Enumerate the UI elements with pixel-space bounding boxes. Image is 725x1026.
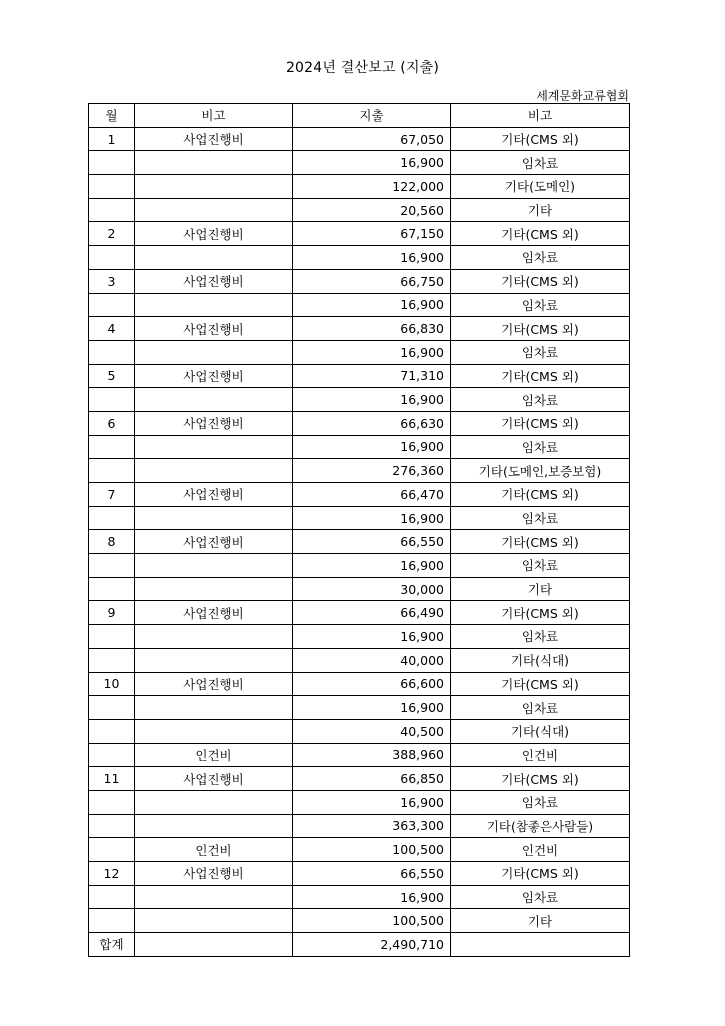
- table-header-row: [89, 104, 630, 128]
- cell-month: [89, 198, 135, 222]
- cell-category: [135, 790, 293, 814]
- table-row: [89, 222, 630, 246]
- cell-amount: 67,150: [293, 222, 451, 246]
- cell-month: 8: [89, 530, 135, 554]
- cell-month: 6: [89, 411, 135, 435]
- cell-amount: 67,050: [293, 127, 451, 151]
- cell-category: [135, 388, 293, 412]
- table-row: [89, 151, 630, 175]
- cell-category: [135, 151, 293, 175]
- cell-amount: 30,000: [293, 577, 451, 601]
- cell-note: 임차료: [451, 506, 630, 530]
- table-row: [89, 719, 630, 743]
- table-row: [89, 175, 630, 199]
- cell-category: 사업진행비: [135, 269, 293, 293]
- cell-category: 사업진행비: [135, 530, 293, 554]
- cell-month: [89, 814, 135, 838]
- total-category: [135, 933, 293, 957]
- cell-amount: 71,310: [293, 364, 451, 388]
- cell-amount: 20,560: [293, 198, 451, 222]
- table-row: [89, 246, 630, 270]
- cell-note: 기타: [451, 909, 630, 933]
- cell-note: 기타(식대): [451, 719, 630, 743]
- table-row: [89, 743, 630, 767]
- cell-month: 12: [89, 862, 135, 886]
- cell-month: [89, 246, 135, 270]
- cell-category: [135, 293, 293, 317]
- table-row: [89, 411, 630, 435]
- total-amount: 2,490,710: [293, 933, 451, 957]
- table-row: [89, 862, 630, 886]
- cell-month: 5: [89, 364, 135, 388]
- cell-category: 사업진행비: [135, 411, 293, 435]
- cell-amount: 40,500: [293, 719, 451, 743]
- cell-amount: 16,900: [293, 790, 451, 814]
- cell-category: [135, 885, 293, 909]
- cell-category: [135, 175, 293, 199]
- cell-month: [89, 293, 135, 317]
- cell-amount: 388,960: [293, 743, 451, 767]
- cell-note: 임차료: [451, 293, 630, 317]
- cell-note: 인건비: [451, 838, 630, 862]
- cell-month: [89, 554, 135, 578]
- cell-category: [135, 577, 293, 601]
- cell-note: 임차료: [451, 246, 630, 270]
- table-row: [89, 364, 630, 388]
- cell-note: 임차료: [451, 388, 630, 412]
- cell-month: [89, 909, 135, 933]
- cell-note: 임차료: [451, 790, 630, 814]
- cell-note: 기타(CMS 외): [451, 269, 630, 293]
- cell-amount: 66,550: [293, 530, 451, 554]
- header-category: 비고: [135, 104, 293, 128]
- cell-category: 사업진행비: [135, 222, 293, 246]
- cell-amount: 16,900: [293, 246, 451, 270]
- cell-month: 9: [89, 601, 135, 625]
- cell-category: [135, 554, 293, 578]
- cell-amount: 16,900: [293, 696, 451, 720]
- table-row: [89, 838, 630, 862]
- cell-month: [89, 577, 135, 601]
- cell-note: 기타(CMS 외): [451, 767, 630, 791]
- table-row: [89, 530, 630, 554]
- table-row: [89, 506, 630, 530]
- cell-month: 2: [89, 222, 135, 246]
- cell-month: [89, 388, 135, 412]
- total-note: [451, 933, 630, 957]
- cell-note: 기타(참좋은사람들): [451, 814, 630, 838]
- cell-category: 사업진행비: [135, 672, 293, 696]
- cell-amount: 363,300: [293, 814, 451, 838]
- cell-amount: 16,900: [293, 151, 451, 175]
- cell-month: 11: [89, 767, 135, 791]
- cell-note: 기타(CMS 외): [451, 483, 630, 507]
- cell-category: [135, 506, 293, 530]
- total-row: [89, 933, 630, 957]
- cell-amount: 16,900: [293, 435, 451, 459]
- cell-category: [135, 198, 293, 222]
- cell-note: 임차료: [451, 151, 630, 175]
- cell-amount: 16,900: [293, 340, 451, 364]
- cell-category: [135, 246, 293, 270]
- table-row: [89, 909, 630, 933]
- cell-note: 기타(CMS 외): [451, 127, 630, 151]
- cell-note: 임차료: [451, 340, 630, 364]
- cell-note: 임차료: [451, 625, 630, 649]
- cell-category: 인건비: [135, 838, 293, 862]
- table-row: [89, 577, 630, 601]
- cell-month: 7: [89, 483, 135, 507]
- cell-month: [89, 459, 135, 483]
- table-row: [89, 625, 630, 649]
- document-title: 2024년 결산보고 (지출): [285, 60, 440, 76]
- table-row: [89, 696, 630, 720]
- cell-category: 사업진행비: [135, 767, 293, 791]
- cell-note: 기타(CMS 외): [451, 672, 630, 696]
- cell-note: 기타(CMS 외): [451, 530, 630, 554]
- cell-month: [89, 625, 135, 649]
- table-row: [89, 317, 630, 341]
- cell-amount: 100,500: [293, 838, 451, 862]
- cell-month: 3: [89, 269, 135, 293]
- cell-note: 임차료: [451, 696, 630, 720]
- cell-month: 10: [89, 672, 135, 696]
- cell-month: [89, 175, 135, 199]
- cell-note: 기타(CMS 외): [451, 317, 630, 341]
- cell-month: [89, 648, 135, 672]
- table-row: [89, 554, 630, 578]
- cell-amount: 66,490: [293, 601, 451, 625]
- cell-amount: 66,630: [293, 411, 451, 435]
- table-body: [89, 127, 630, 932]
- cell-amount: 66,470: [293, 483, 451, 507]
- cell-note: 기타(CMS 외): [451, 601, 630, 625]
- cell-note: 기타: [451, 577, 630, 601]
- cell-note: 임차료: [451, 554, 630, 578]
- cell-category: [135, 814, 293, 838]
- cell-note: 기타(CMS 외): [451, 411, 630, 435]
- expense-table: [88, 103, 630, 957]
- cell-category: 사업진행비: [135, 127, 293, 151]
- cell-category: [135, 719, 293, 743]
- table-row: [89, 293, 630, 317]
- cell-amount: 100,500: [293, 909, 451, 933]
- cell-note: 기타(도메인): [451, 175, 630, 199]
- table-row: [89, 672, 630, 696]
- table-row: [89, 340, 630, 364]
- cell-amount: 66,550: [293, 862, 451, 886]
- table-row: [89, 601, 630, 625]
- table-row: [89, 483, 630, 507]
- header-amount: 지출: [293, 104, 451, 128]
- table-row: [89, 459, 630, 483]
- cell-category: [135, 459, 293, 483]
- cell-amount: 66,750: [293, 269, 451, 293]
- table-row: [89, 127, 630, 151]
- cell-category: 사업진행비: [135, 862, 293, 886]
- cell-note: 기타(CMS 외): [451, 862, 630, 886]
- cell-amount: 122,000: [293, 175, 451, 199]
- cell-amount: 66,600: [293, 672, 451, 696]
- total-label: 합계: [89, 933, 135, 957]
- cell-category: [135, 435, 293, 459]
- cell-amount: 16,900: [293, 506, 451, 530]
- cell-category: [135, 909, 293, 933]
- cell-month: [89, 151, 135, 175]
- cell-month: [89, 838, 135, 862]
- cell-note: 기타: [451, 198, 630, 222]
- cell-category: 사업진행비: [135, 364, 293, 388]
- header-month: 월: [89, 104, 135, 128]
- cell-category: 사업진행비: [135, 483, 293, 507]
- cell-month: 1: [89, 127, 135, 151]
- cell-category: 인건비: [135, 743, 293, 767]
- cell-month: 4: [89, 317, 135, 341]
- cell-note: 기타(식대): [451, 648, 630, 672]
- organization-name: 세계문화교류협회: [536, 89, 629, 103]
- table-row: [89, 648, 630, 672]
- cell-amount: 66,850: [293, 767, 451, 791]
- cell-category: [135, 696, 293, 720]
- cell-month: [89, 506, 135, 530]
- table-row: [89, 269, 630, 293]
- table-row: [89, 435, 630, 459]
- table-row: [89, 814, 630, 838]
- cell-month: [89, 696, 135, 720]
- cell-category: [135, 625, 293, 649]
- cell-note: 임차료: [451, 435, 630, 459]
- cell-note: 기타(CMS 외): [451, 222, 630, 246]
- cell-category: [135, 648, 293, 672]
- cell-note: 임차료: [451, 885, 630, 909]
- cell-amount: 16,900: [293, 625, 451, 649]
- header-note: 비고: [451, 104, 630, 128]
- cell-amount: 66,830: [293, 317, 451, 341]
- cell-month: [89, 885, 135, 909]
- cell-amount: 276,360: [293, 459, 451, 483]
- cell-month: [89, 435, 135, 459]
- cell-amount: 16,900: [293, 293, 451, 317]
- cell-category: 사업진행비: [135, 601, 293, 625]
- cell-month: [89, 790, 135, 814]
- cell-amount: 16,900: [293, 885, 451, 909]
- table-row: [89, 767, 630, 791]
- cell-note: 인건비: [451, 743, 630, 767]
- cell-amount: 16,900: [293, 554, 451, 578]
- cell-amount: 16,900: [293, 388, 451, 412]
- cell-month: [89, 743, 135, 767]
- cell-note: 기타(CMS 외): [451, 364, 630, 388]
- cell-amount: 40,000: [293, 648, 451, 672]
- cell-category: 사업진행비: [135, 317, 293, 341]
- cell-month: [89, 719, 135, 743]
- cell-note: 기타(도메인,보증보험): [451, 459, 630, 483]
- cell-month: [89, 340, 135, 364]
- cell-category: [135, 340, 293, 364]
- table-row: [89, 885, 630, 909]
- table-row: [89, 388, 630, 412]
- table-row: [89, 198, 630, 222]
- table-row: [89, 790, 630, 814]
